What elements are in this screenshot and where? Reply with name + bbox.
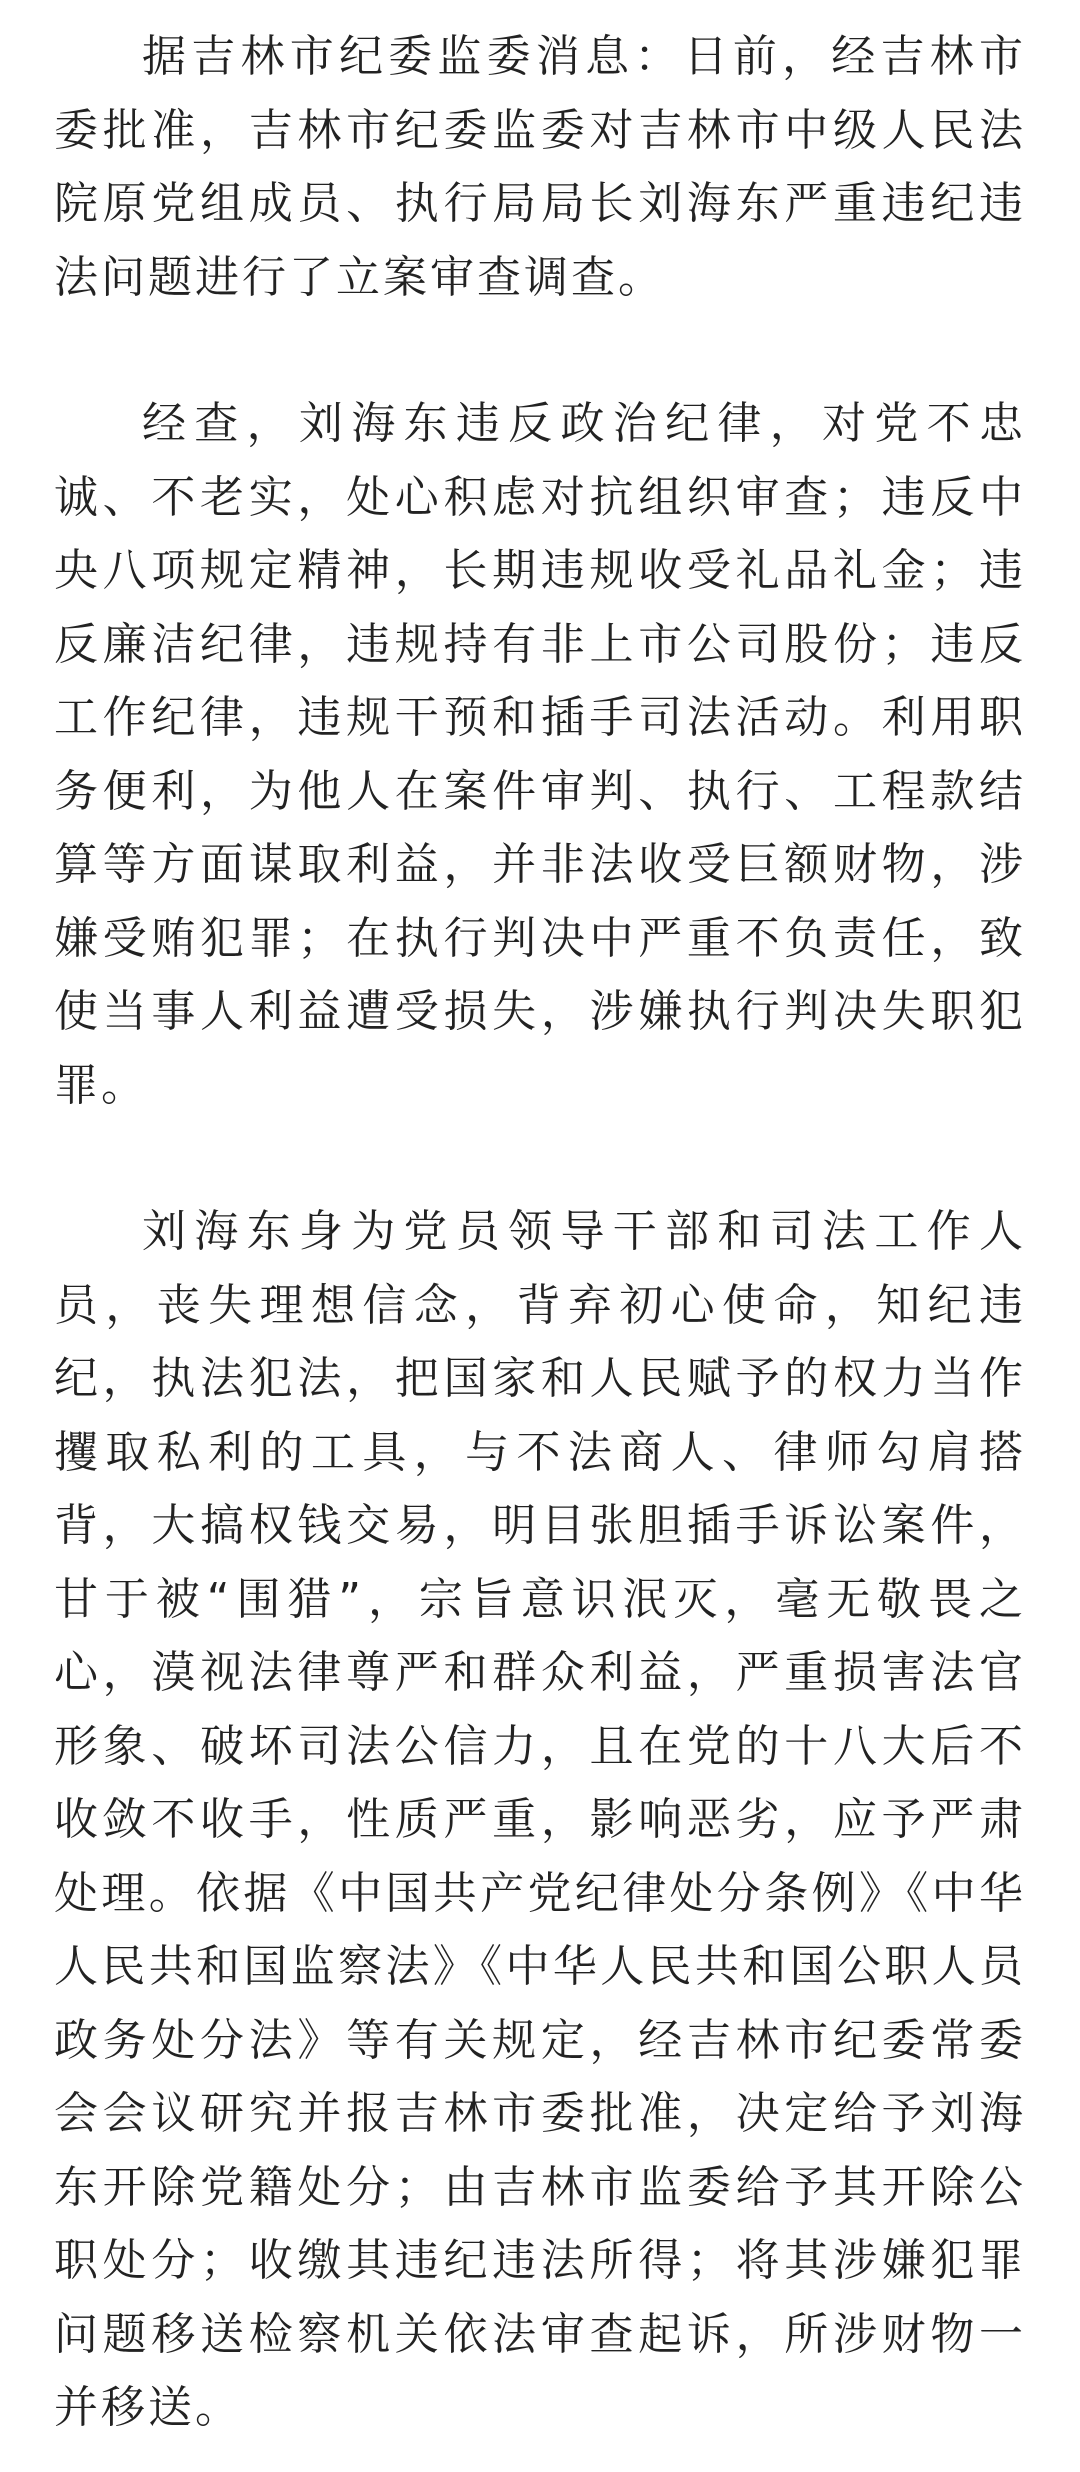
- paragraph-findings: 经查，刘海东违反政治纪律，对党不忠诚、不老实，处心积虑对抗组织审查；违反中央八项规定精神，长期违规收受礼品礼金；违反廉洁纪律，违规持有非上市公司股份；违反工作纪律，违规干预和插手司法活动。利用职务便利，为他人在案件审判、执行、工程款结算等方面谋取利益，并非法收受巨额财物，涉嫌受贿犯罪；在执行判决中严重不负责任，致使当事人利益遭受损失，涉嫌执行判决失职犯罪。: [54, 398, 1026, 1111]
- paragraph-decision: 刘海东身为党员领导干部和司法工作人员，丧失理想信念，背弃初心使命，知纪违纪，执法犯法，把国家和人民赋予的权力当作攫取私利的工具，与不法商人、律师勾肩搭背，大搞权钱交易，明目张胆插手诉讼案件，甘于被“围猎”，宗旨意识泯灭，毫无敬畏之心，漠视法律尊严和群众利益，严重损害法官形象、破坏司法公信力，且在党的十八大后不收敛不收手，性质严重，影响恶劣，应予严肃处理。依据《中国共产党纪律处分条例》《中华人民共和国监察法》《中华人民共和国公职人员政务处分法》等有关规定，经吉林市纪委常委会会议研究并报吉林市委批准，决定给予刘海东开除党籍处分；由吉林市监委给予其开除公职处分；收缴其违纪违法所得；将其涉嫌犯罪问题移送检察机关依法审查起诉，所涉财物一并移送。: [54, 1206, 1026, 2433]
- paragraph-intro: 据吉林市纪委监委消息：日前，经吉林市委批准，吉林市纪委监委对吉林市中级人民法院原党组成员、执行局局长刘海东严重违纪违法问题进行了立案审查调查。: [54, 31, 1026, 303]
- article-body: [54, 20, 1026, 2445]
